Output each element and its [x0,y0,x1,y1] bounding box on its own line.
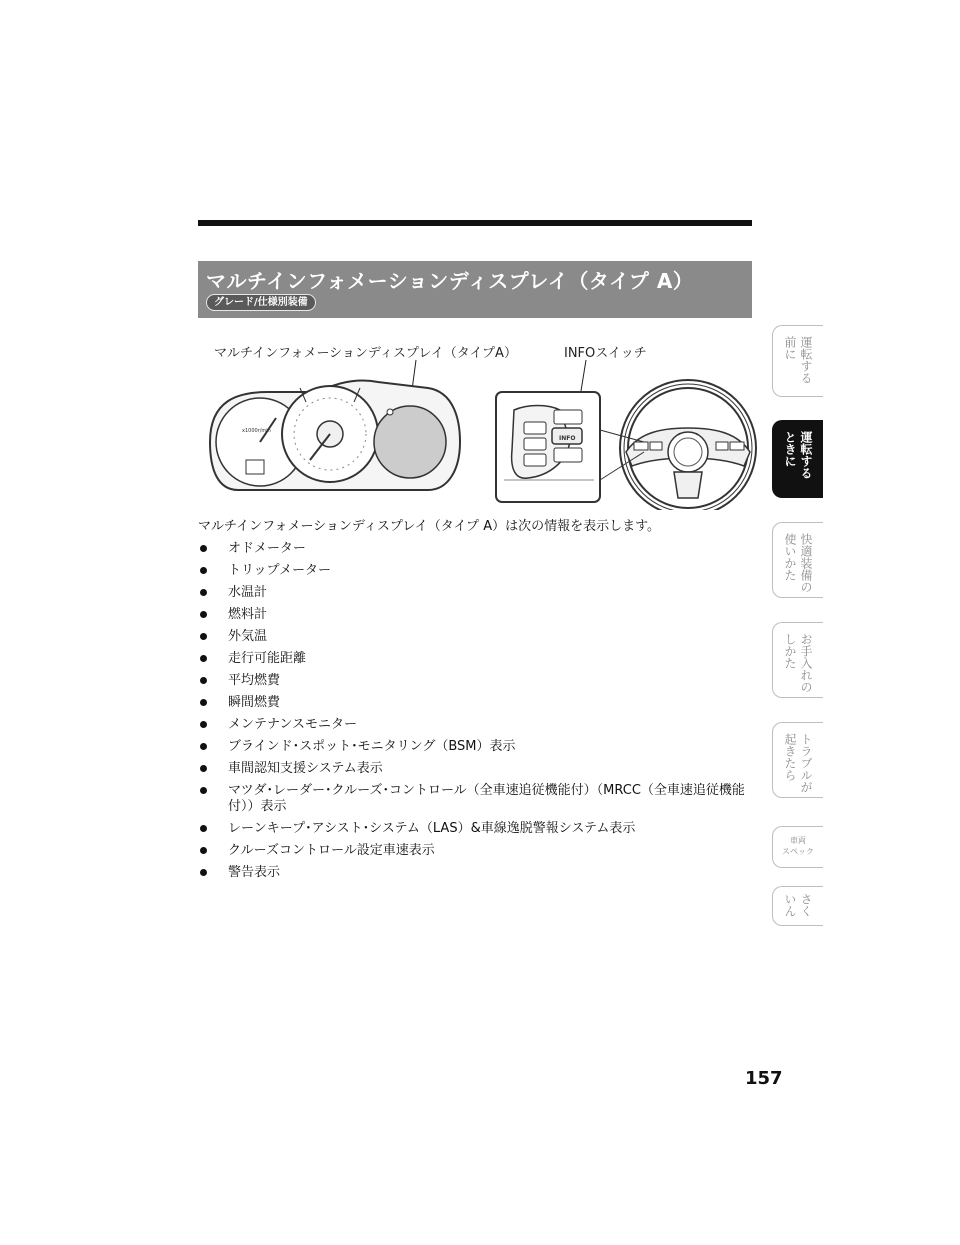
tab-label-line2: スペック [782,847,814,856]
list-item: 瞬間燃費 [198,695,758,711]
tab-while-driving[interactable] [772,420,823,498]
tab-label-line1: 快適装備の [799,533,813,593]
list-item: 警告表示 [198,865,758,881]
tab-maintenance[interactable] [772,622,823,698]
list-item: 平均燃費 [198,673,758,689]
tab-label-line1: お手入れの [799,633,813,693]
list-item: 車間認知支援システム表示 [198,761,758,777]
steering-switch-closeup [496,392,600,502]
list-item: 燃料計 [198,607,758,623]
tab-label-line1: 運転する [799,336,813,384]
tab-label-line2: しかた [783,633,797,669]
grade-badge: グレード/仕様別装備 [206,294,316,311]
tab-label-line2: いん [783,893,797,917]
tab-label-line1: 車両 [790,836,806,845]
info-switch-text: INFO [559,435,576,442]
section-title-bar [198,261,752,318]
list-item: 外気温 [198,629,758,645]
top-rule [198,220,752,226]
tab-label-line2: ときに [783,431,797,467]
tab-troubleshooting[interactable] [772,722,823,798]
list-item: レーンキープ･アシスト･システム（LAS）&車線逸脱警報システム表示 [198,821,758,837]
instrument-illustration [198,330,758,510]
tab-label-line1: さく [799,893,813,917]
tab-before-driving[interactable] [772,325,823,397]
tab-label-line1: 運転する [799,431,813,479]
list-item: メンテナンスモニター [198,717,758,733]
tab-index[interactable] [772,886,823,926]
list-item: マツダ･レーダー･クルーズ･コントロール（全車速追従機能付）（MRCC（全車速追従機能付））表示 [198,783,758,815]
tab-label-line2: 使いかた [783,533,797,581]
multi-information-display [374,406,446,478]
list-item: トリップメーター [198,563,758,579]
display-callout-label: マルチインフォメーションディスプレイ（タイプA） [214,346,517,361]
list-item: オドメーター [198,541,758,557]
feature-list [198,541,758,887]
info-switch-callout-label: INFOスイッチ [564,346,647,361]
page-number: 157 [745,1068,783,1089]
instrument-figure [198,330,758,510]
section-title: マルチインフォメーションディスプレイ（タイプ A） [206,269,694,293]
tab-vehicle-specs[interactable] [772,826,823,868]
steering-wheel [600,384,752,510]
tab-comfort-features[interactable] [772,522,823,598]
intro-text: マルチインフォメーションディスプレイ（タイプ A）は次の情報を表示します。 [198,519,661,534]
list-item: クルーズコントロール設定車速表示 [198,843,758,859]
list-item: 水温計 [198,585,758,601]
instrument-cluster [210,380,460,490]
tab-label-line2: 前に [783,336,797,360]
list-item: ブラインド･スポット･モニタリング（BSM）表示 [198,739,758,755]
tachometer-label: x1000r/min [242,428,271,434]
tab-label-line1: トラブルが [799,733,813,793]
tab-label-line2: 起きたら [783,733,797,781]
list-item: 走行可能距離 [198,651,758,667]
